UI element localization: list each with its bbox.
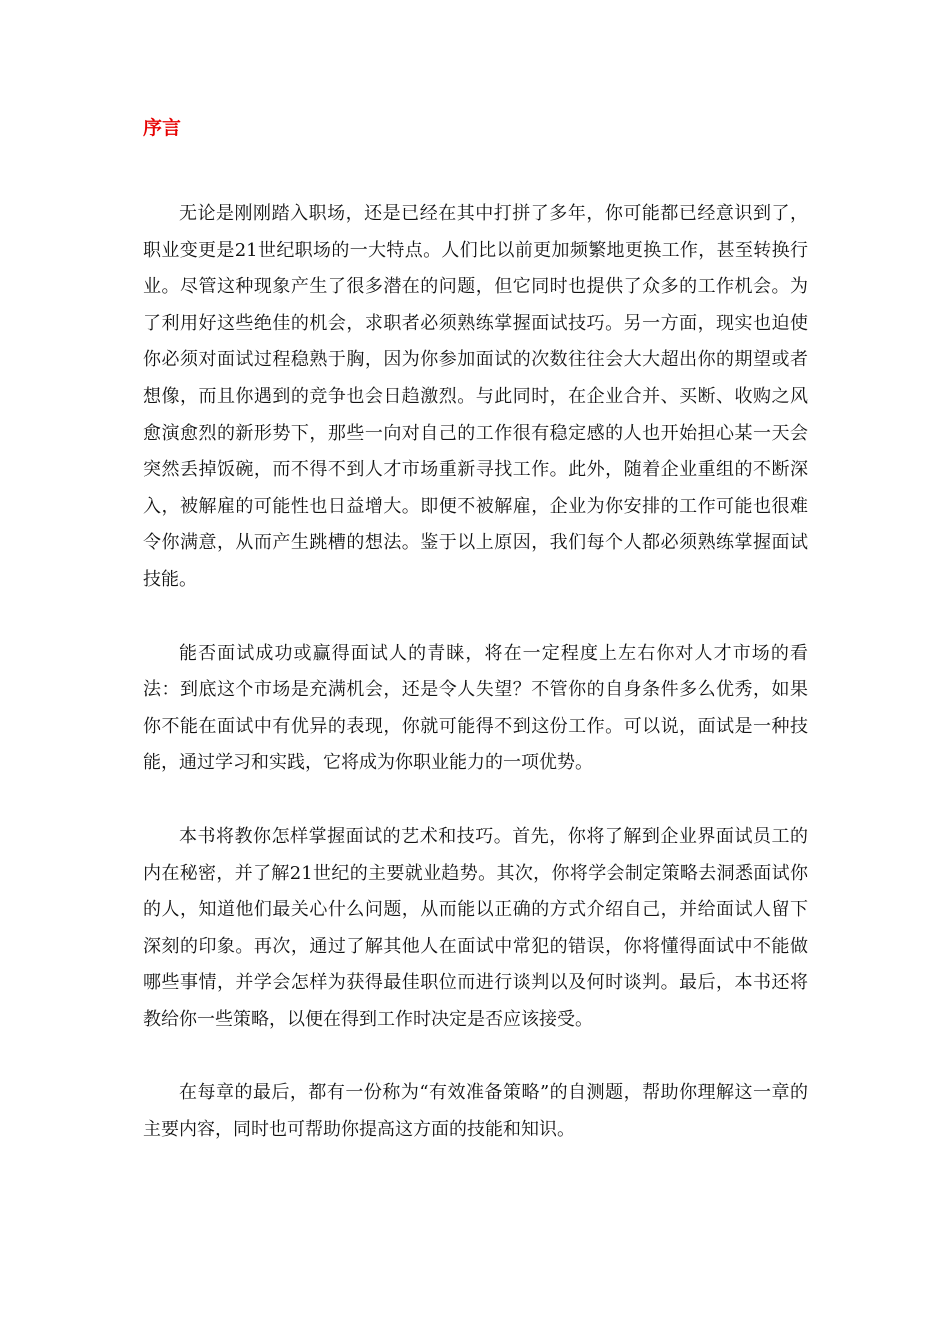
paragraph-4: 在每章的最后，都有一份称为“有效准备策略”的自测题，帮助你理解这一章的主要内容，同时也可帮助你提高这方面的技能和知识。 [143, 1082, 808, 1141]
paragraph-1: 无论是刚刚踏入职场，还是已经在其中打拼了多年，你可能都已经意识到了，职业变更是21世纪职场的一大特点。人们比以前更加频繁地更换工作，甚至转换行业。尽管这种现象产生了很多潜在的问题，但它同时也提供了众多的工作机会。为了利用好这些绝佳的机会，求职者必须熟练掌握面试技巧。另一方面，现实也迫使你必须对面试过程稳熟于胸，因为你参加面试的次数往往会大大超出你的期望或者想像，而且你遇到的竞争也会日趋激烈。与此同时，在企业合并、买断、收购之风愈演愈烈的新形势下，那些一向对自己的工作很有稳定感的人也开始担心某一天会突然丢掉饭碗，而不得不到人才市场重新寻找工作。此外，随着企业重组的不断深入，被解雇的可能性也日益增大。即便不被解雇，企业为你安排的工作可能也很难令你满意，从而产生跳槽的想法。鉴于以上原因，我们每个人都必须熟练掌握面试技能。 [143, 203, 808, 590]
paragraph-2: 能否面试成功或赢得面试人的青睐，将在一定程度上左右你对人才市场的看法：到底这个市场是充满机会，还是令人失望？不管你的自身条件多么优秀，如果你不能在面试中有优异的表现，你就可能得不到这份工作。可以说，面试是一种技能，通过学习和实践，它将成为你职业能力的一项优势。 [143, 642, 808, 774]
page-title: 序言 [143, 117, 182, 139]
body-text [143, 196, 808, 1186]
paragraph-3: 本书将教你怎样掌握面试的艺术和技巧。首先，你将了解到企业界面试员工的内在秘密，并了解21世纪的主要就业趋势。其次，你将学会制定策略去洞悉面试你的人，知道他们最关心什么问题，从而能以正确的方式介绍自己，并给面试人留下深刻的印象。再次，通过了解其他人在面试中常犯的错误，你将懂得面试中不能做哪些事情，并学会怎样为获得最佳职位而进行谈判以及何时谈判。最后，本书还将教给你一些策略，以便在得到工作时决定是否应该接受。 [143, 825, 808, 1030]
